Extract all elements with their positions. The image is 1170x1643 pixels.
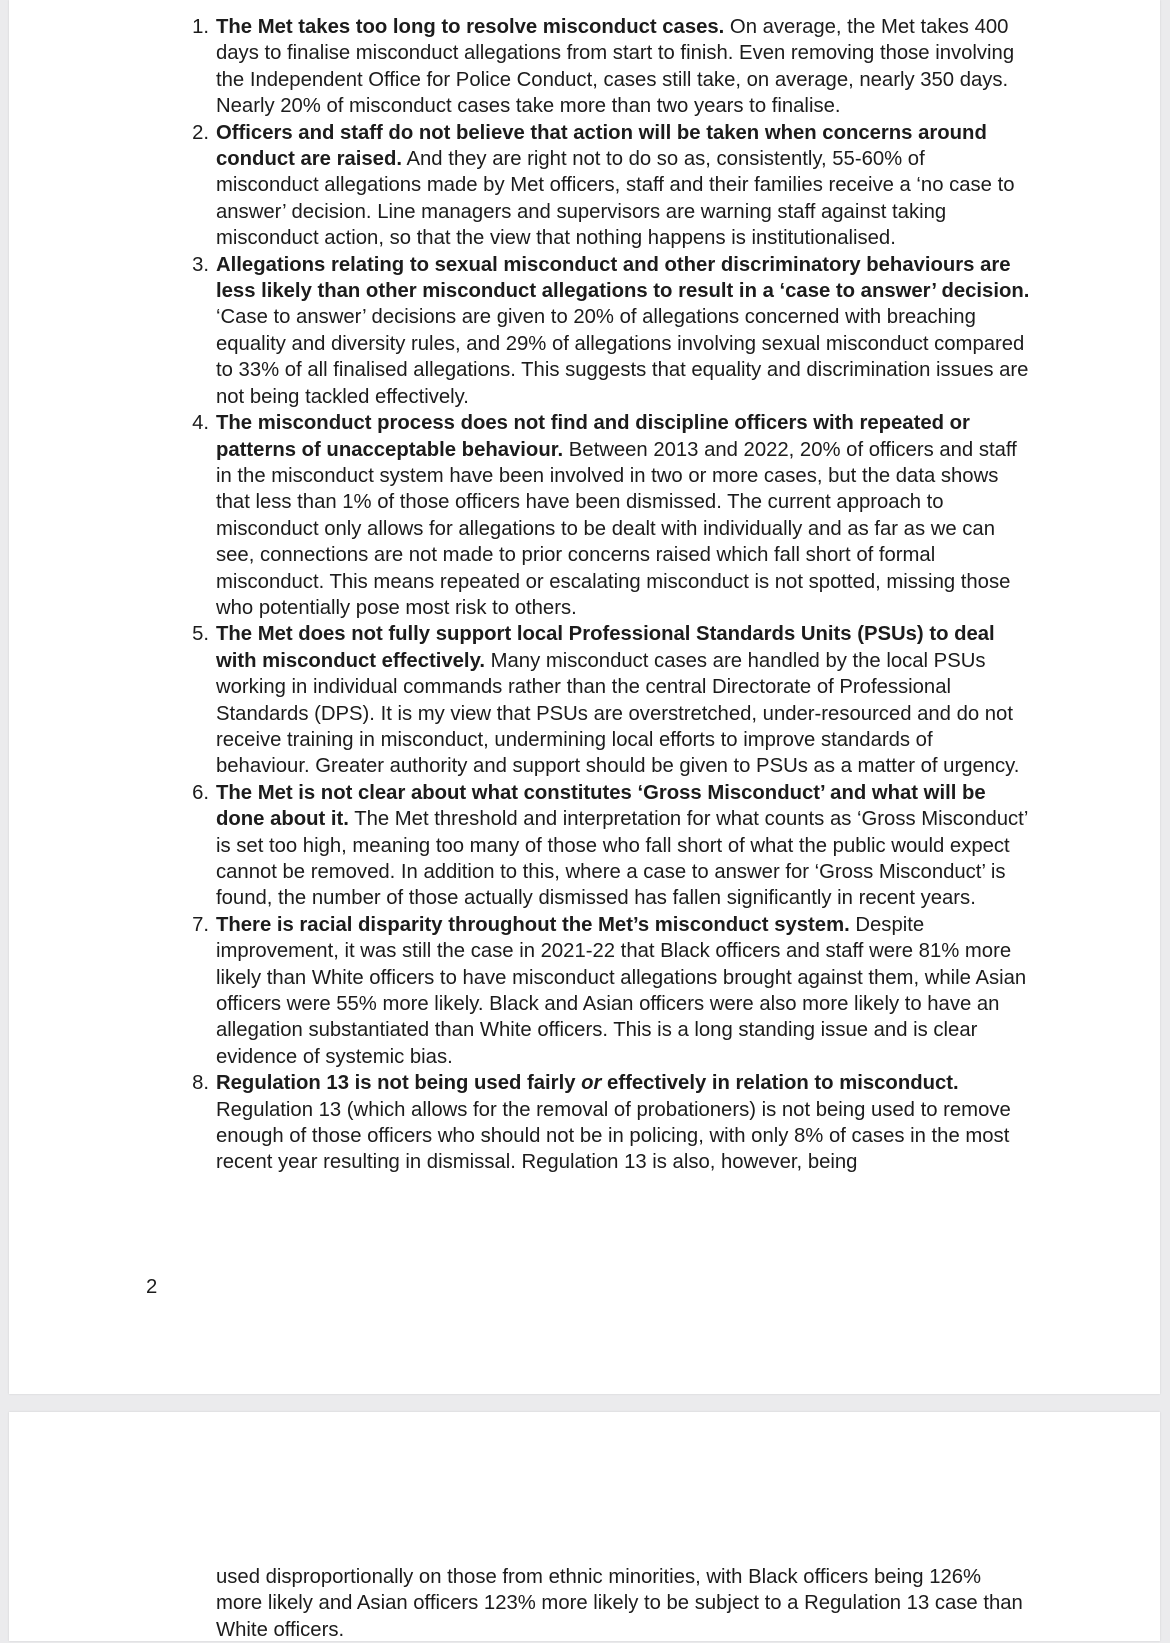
item-body: Between 2013 and 2022, 20% of officers and staff in the misconduct system have been involved in two or more cases, but the data shows that less than 1% of those officers have been dismissed. The current approach to misconduct only allows for allegations to be dealt with individually and as far as we can see, connections are not made to prior concerns raised which fall short of formal misconduct. This means repeated or escalating misconduct is not spotted, missing those who potentially pose most risk to others. — [216, 438, 1017, 619]
item-heading: There is racial disparity throughout the Met’s misconduct system. — [216, 913, 850, 936]
item-body: Many misconduct cases are handled by the local PSUs working in individual commands rather than the central Directorate of Professional Standards (DPS). It is my view that PSUs are overstretched, under-resourced and do not receive training in misconduct, undermining local efforts to improve standards of behaviour. Greater authority and support should be given to PSUs as a matter of urgency. — [216, 649, 1020, 778]
item-number: 5. — [192, 623, 209, 646]
item-heading: The Met does not fully support local Professional Standards Units (PSUs) to deal with misconduct effectively. — [216, 623, 995, 672]
item-heading-start: Regulation 13 is not being used fairly — [216, 1072, 582, 1095]
item-heading: The Met is not clear about what constitutes ‘Gross Misconduct’ and what will be done about it. — [216, 781, 986, 831]
item-body: On average, the Met takes 400 days to finalise misconduct allegations from start to finish. Even removing those involving the Independent Office for Police Conduct, cases still take, on average, nearly 350 days. Nearly 20% of misconduct cases take more than two years to finalise. — [216, 16, 1015, 118]
item-heading: Officers and staff do not believe that action will be taken when concerns around conduct are raised. — [216, 121, 987, 171]
list-item — [9, 780, 1031, 912]
findings-list — [9, 14, 1031, 1176]
item-number: 3. — [192, 253, 209, 276]
item-heading-emphasis: or — [581, 1072, 602, 1095]
list-item — [9, 1070, 1031, 1176]
item-body: Despite improvement, it was still the case in 2021-22 that Black officers and staff were 81% more likely than White officers to have misconduct allegations brought against them, while Asian officers were 55% more likely. Black and Asian officers were also more likely to have an allegation substantiated than White officers. This is a long standing issue and is clear evidence of systemic bias. — [216, 913, 1027, 1068]
item-body: And they are right not to do so as, consistently, 55-60% of misconduct allegations made by Met officers, staff and their families receive a ‘no case to answer’ decision. Line managers and supervisors are warning staff against taking misconduct action, so that the view that nothing happens is institutionalised. — [216, 148, 1015, 250]
item-number: 1. — [192, 16, 209, 38]
item-number: 7. — [192, 913, 209, 936]
item-heading: The misconduct process does not find and discipline officers with repeated or patterns of unacceptable behaviour. — [216, 412, 970, 461]
item-body: ‘Case to answer’ decisions are given to 20% of allegations concerned with breaching equality and diversity rules, and 29% of allegations involving sexual misconduct compared to 33% of all finalised allegations. This suggests that equality and discrimination issues are not being tackled effectively. — [216, 306, 1029, 408]
document-page-2 — [9, 1412, 1160, 1641]
item-number: 6. — [192, 781, 209, 804]
item-heading: Allegations relating to sexual misconduct and other discriminatory behaviours are less likely than other misconduct allegations to result in a ‘case to answer’ decision. — [216, 253, 1030, 303]
document-page-1 — [9, 0, 1160, 1394]
continuation-paragraph: used disproportionally on those from ethnic minorities, with Black officers being 126% more likely and Asian officers 123% more likely to be subject to a Regulation 13 case than White officers. — [216, 1566, 1023, 1641]
item-number: 8. — [192, 1072, 209, 1095]
list-item — [9, 120, 1031, 252]
item-body: Regulation 13 (which allows for the removal of probationers) is not being used to remove enough of those officers who should not be in policing, with only 8% of cases in the most recent year resulting in dismissal. Regulation 13 is also, however, being — [216, 1098, 1011, 1174]
page-number: 2 — [146, 1276, 158, 1298]
item-number: 2. — [192, 121, 209, 144]
list-item — [9, 14, 1031, 120]
list-item — [9, 912, 1031, 1070]
item-number: 4. — [192, 412, 209, 435]
item-body: The Met threshold and interpretation for what counts as ‘Gross Misconduct’ is set too high, meaning too many of those who fall short of what the public would expect cannot be removed. In addition to this, where a case to answer for ‘Gross Misconduct’ is found, the number of those actually dismissed has fallen significantly in recent years. — [216, 808, 1028, 910]
list-item — [9, 621, 1031, 779]
list-item — [9, 410, 1031, 621]
item-heading: The Met takes too long to resolve misconduct cases. — [216, 16, 725, 38]
list-item — [9, 252, 1031, 410]
item-heading-end: effectively in relation to misconduct. — [601, 1072, 959, 1095]
